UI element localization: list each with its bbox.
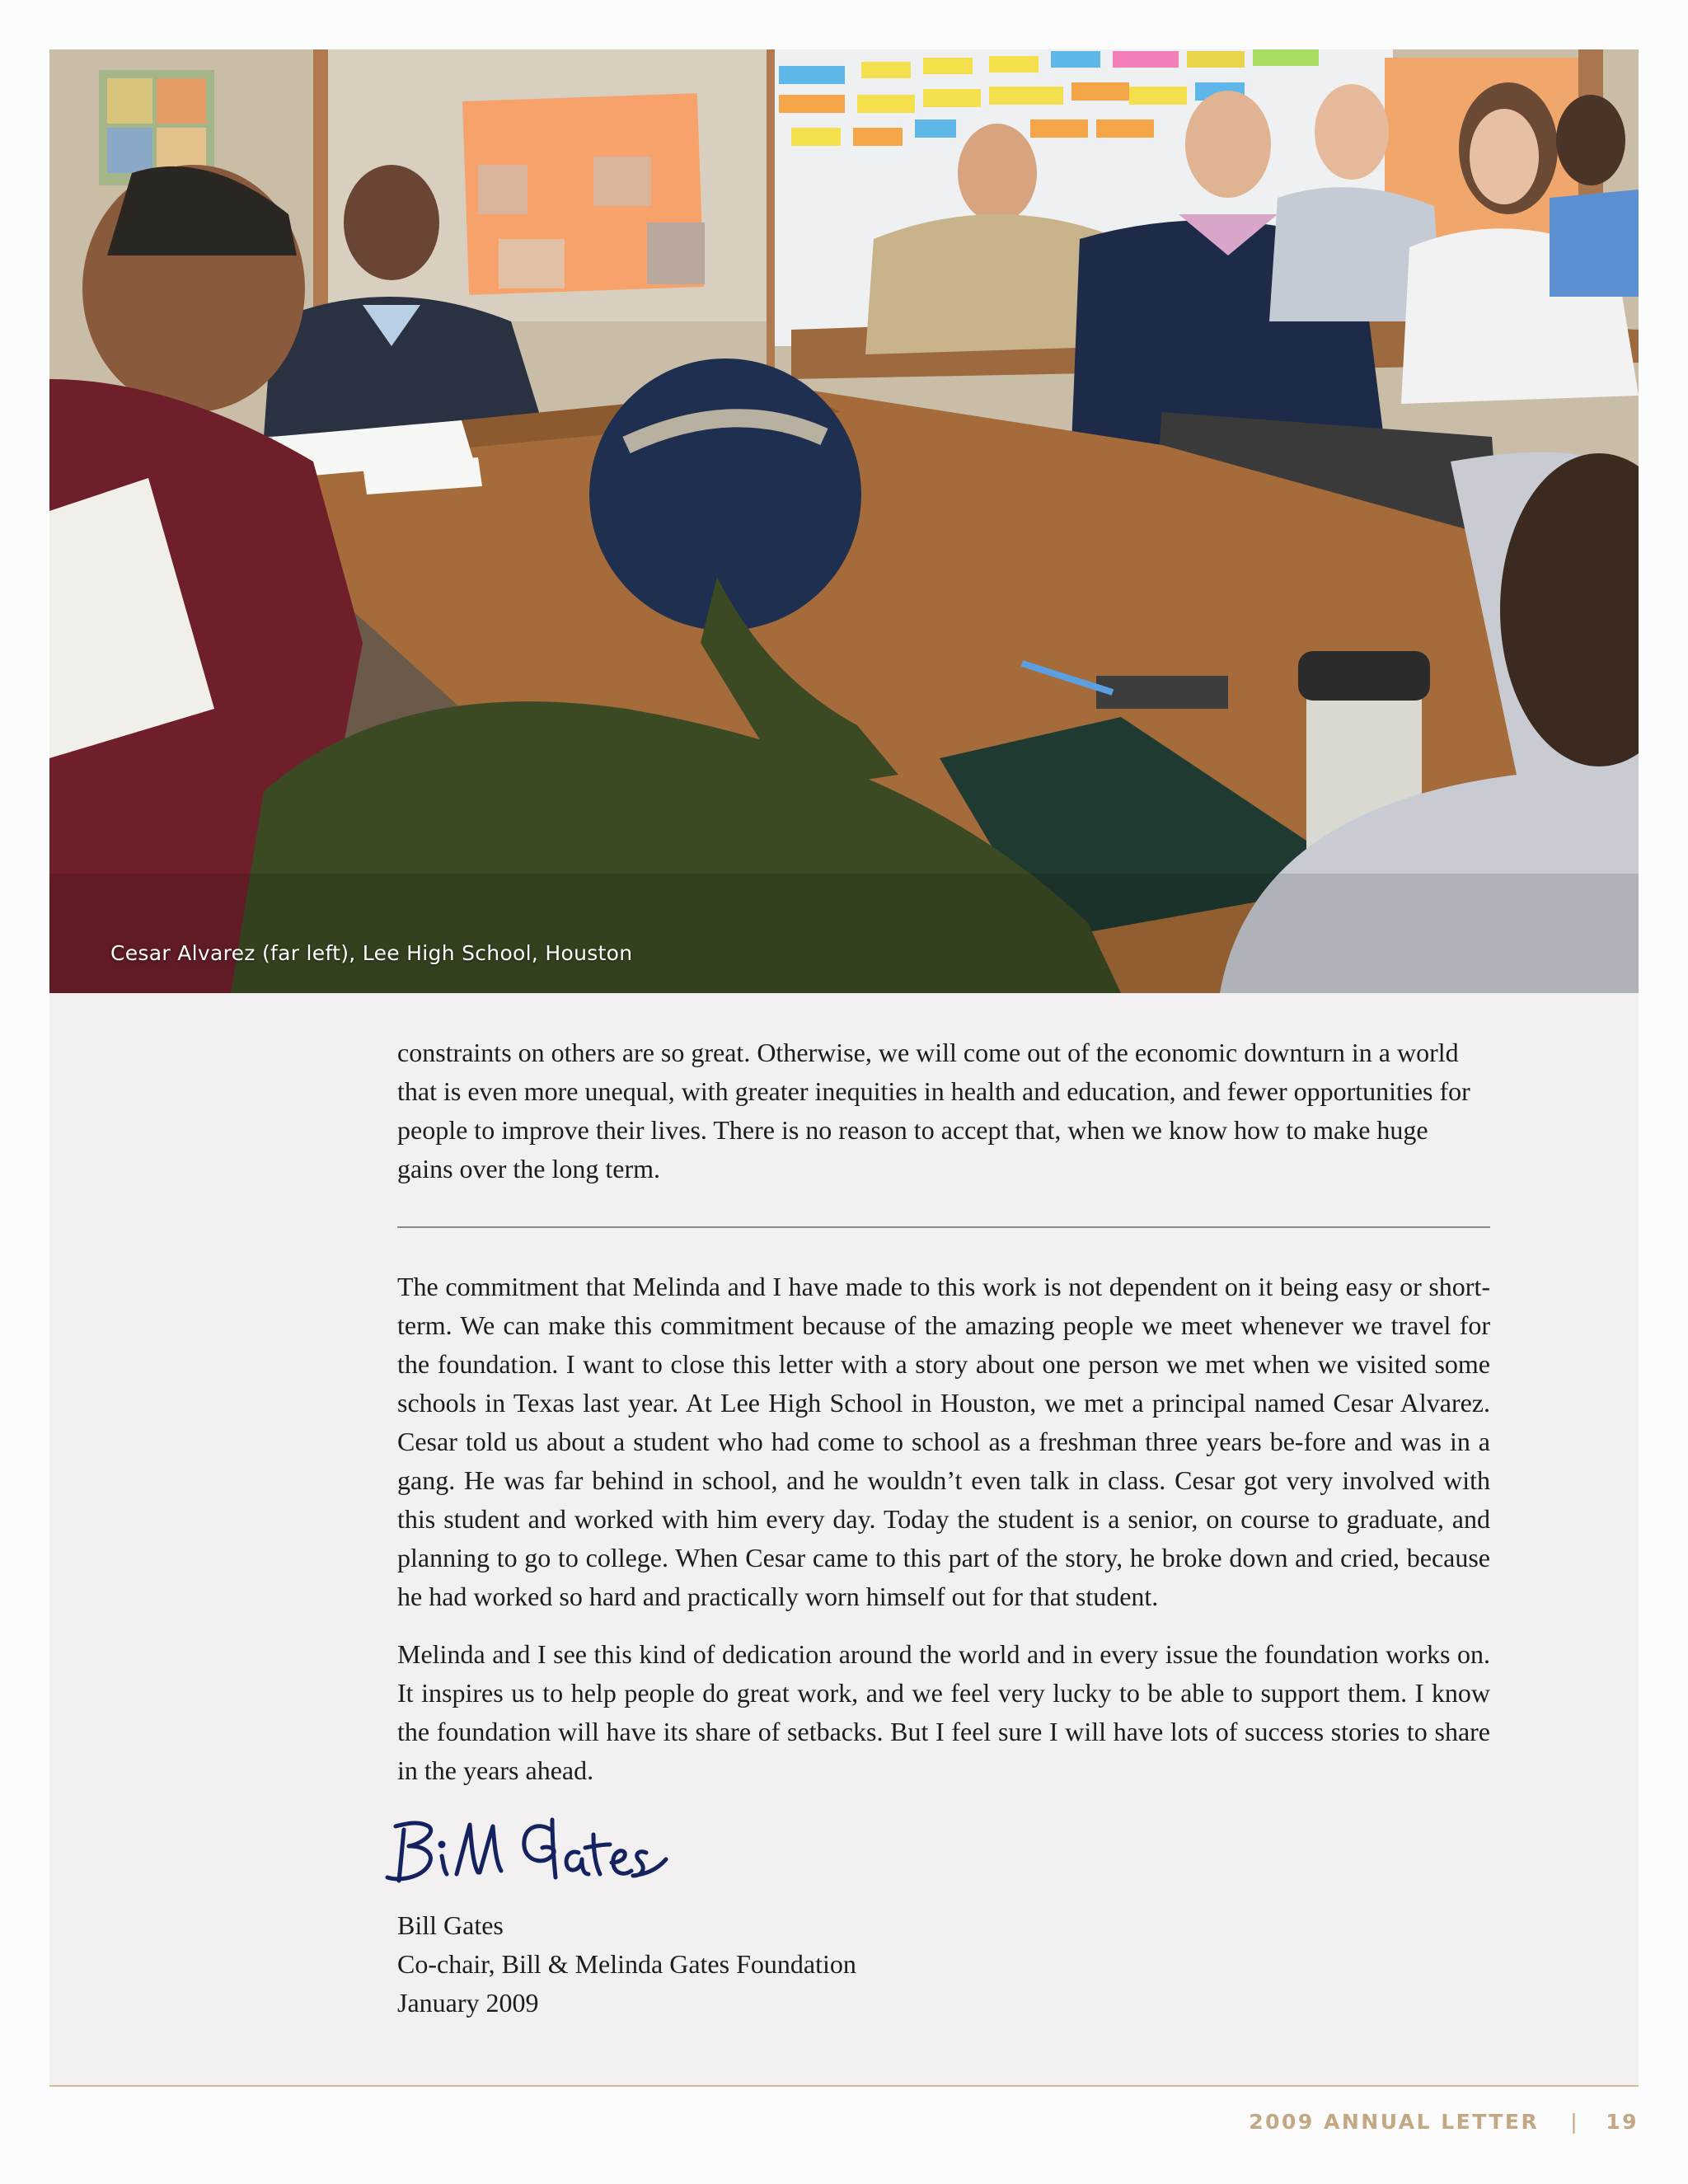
photo-caption: Cesar Alvarez (far left), Lee High School, Houston [110, 941, 633, 965]
footer-divider [49, 2085, 1639, 2087]
paragraph-2: The commitment that Melinda and I have made to this work is not dependent on it being easy or short-term. We can make this commitment because of the amazing people we meet whenever we travel for the foundation. I want to close this letter with a story about one person we met when we visited some schools in Texas last year. At Lee High School in Houston, we met a principal named Cesar Alvarez. Cesar told us about a student who had come to school as a freshman three years be-fore and was in a gang. He was far behind in school, and he wouldn’t even talk in class. Cesar got very involved with this student and worked with him every day. Today the student is a senior, on course to graduate, and planning to go to college. When Cesar came to this part of the story, he broke down and cried, because he had worked so hard and practically worn himself out for that student. [397, 1272, 1490, 1611]
paragraph-1: constraints on others are so great. Otherwise, we will come out of the economic downturn in a world that is even more unequal, with greater inequities in health and education, and fewer opportunities for people to improve their lives. There is no reason to accept that, when we know how to make huge gains over the long term. [397, 1038, 1470, 1183]
classroom-photo [49, 49, 1639, 993]
footer-separator: | [1570, 2110, 1580, 2134]
paragraph-3: Melinda and I see this kind of dedication around the world and in every issue the foundation works on. It inspires us to help people do great work, and we feel very lucky to be able to support them. I know the foundation will have its share of setbacks. But I feel sure I will have lots of success stories to share in the years ahead. [397, 1639, 1490, 1785]
publication-title: 2009 ANNUAL LETTER [1249, 2110, 1540, 2134]
section-divider [397, 1226, 1490, 1228]
signatory-name: Bill Gates [397, 1910, 504, 1940]
page-number: 19 [1606, 2110, 1639, 2134]
handwritten-signature [377, 1802, 682, 1892]
signatory-title: Co-chair, Bill & Melinda Gates Foundation [397, 1949, 856, 1979]
letter-date: January 2009 [397, 1988, 539, 2018]
page-footer [1249, 2110, 1639, 2134]
classroom-photo-illustration [49, 49, 1639, 993]
signature-block [397, 1906, 856, 2022]
